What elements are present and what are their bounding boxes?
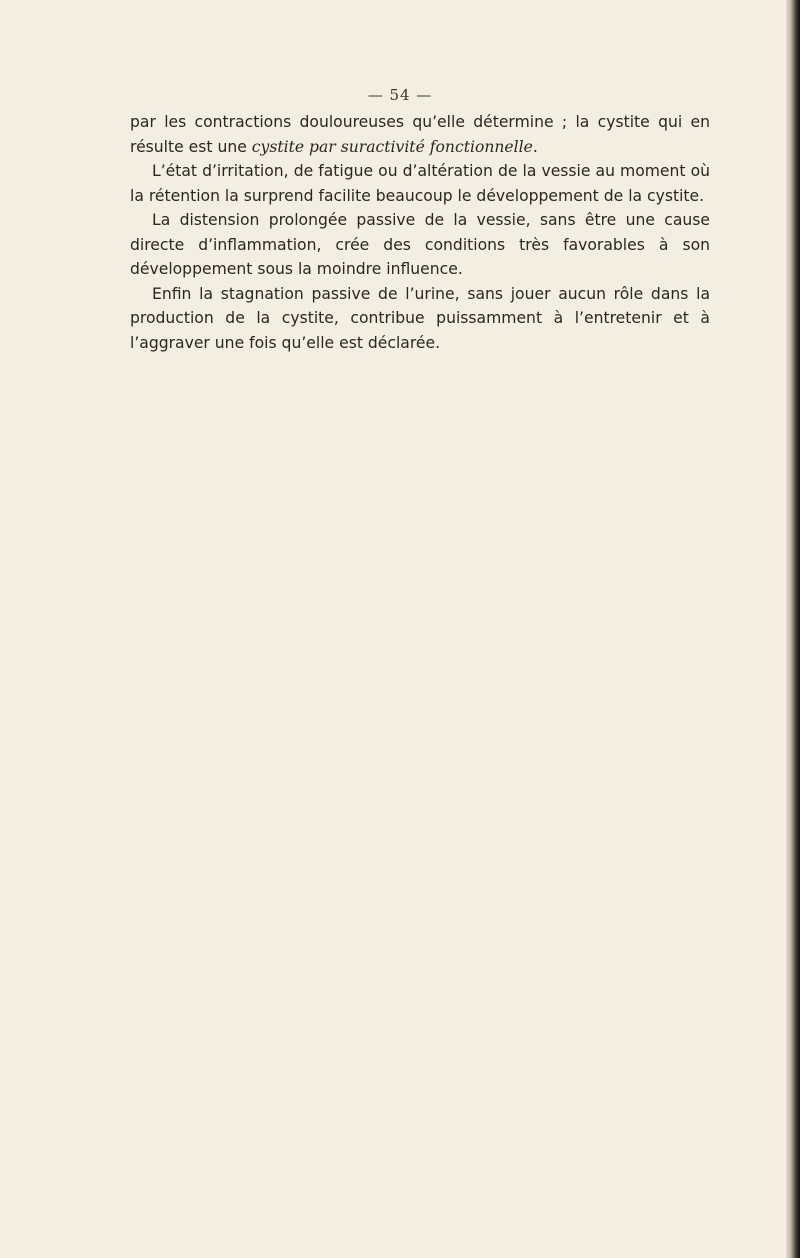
paragraph-2: L’état d’irritation, de fatigue ou d’altération de la vessie au moment où la rétention la surprend facilite beaucoup le développement de la cystite. — [130, 162, 710, 205]
paragraph-1 — [130, 110, 710, 159]
page-number: — 54 — — [367, 86, 433, 104]
paragraph-1-italic-term: cystite par suractivité fonctionnelle. — [251, 137, 538, 156]
paragraph-3: La distension prolongée passive de la vessie, sans être une cause directe d’inflammation, crée des conditions très favorables à son développement sous la moindre influence. — [130, 211, 710, 278]
page-binding-edge — [786, 0, 800, 1258]
paragraph-1-text: par les contractions douloureuses qu’elle détermine ; la cystite qui en résulte est une — [130, 113, 710, 156]
body-text — [130, 110, 710, 355]
paragraph-4: Enfin la stagnation passive de l’urine, sans jouer aucun rôle dans la production de la cystite, contribue puissamment à l’entretenir et à l’aggraver une fois qu’elle est déclarée. — [130, 284, 710, 352]
